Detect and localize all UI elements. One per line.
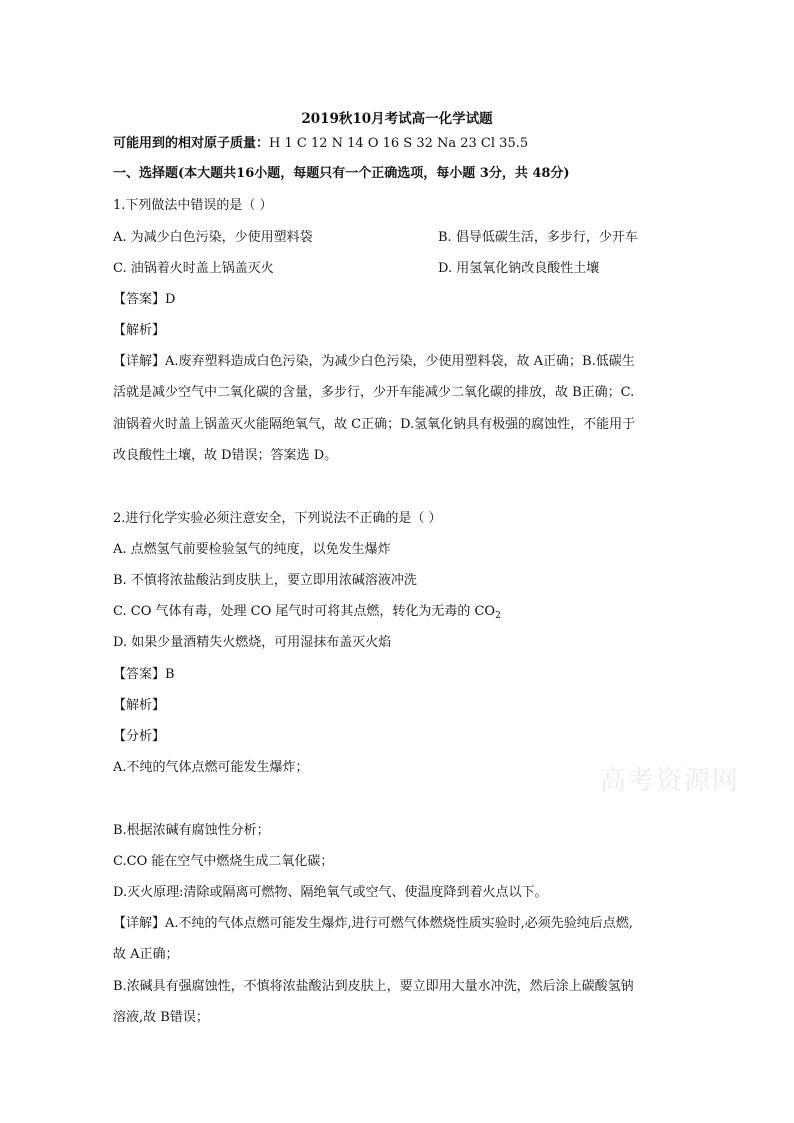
q2-analysis-b: B.根据浓碱有腐蚀性分析； (113, 823, 270, 838)
q1-option-c: C. 油锅着火时盖上锅盖灭火 (113, 261, 274, 276)
document-title: 2019秋10月考试高一化学试题 (301, 111, 493, 127)
atomic-mass-line (113, 135, 528, 153)
q1-stem: 1.下列做法中错误的是（ ） (113, 198, 273, 213)
q2-detail-line-3: B.浓碱具有强腐蚀性，不慎将浓盐酸沾到皮肤上，要立即用大量水冲洗，然后涂上碳酸氢钠 (113, 979, 634, 994)
atomic-mass-label: 可能用到的相对原子质量： (113, 136, 270, 151)
q2-option-c-subscript: 2 (495, 611, 501, 621)
q1-detail-line-3: 油锅着火时盖上锅盖灭火能隔绝氧气，故 C正确；D.氢氧化钠具有极强的腐蚀性，不能用于 (113, 417, 636, 432)
q2-stem: 2.进行化学实验必须注意安全，下列说法不正确的是（ ） (113, 511, 442, 526)
q1-option-a: A. 为减少白色污染，少使用塑料袋 (113, 230, 313, 245)
q2-fenxi-label: 【分析】 (113, 729, 166, 744)
q2-option-c-text: C. CO 气体有毒，处理 CO 尾气时可将其点燃，转化为无毒的 CO (113, 604, 496, 619)
q1-detail-line-1: 【详解】A.废弃塑料造成白色污染，为减少白色污染，少使用塑料袋，故 A正确；B.低碳生 (113, 354, 635, 369)
q1-answer: 【答案】D (113, 292, 176, 307)
q2-analysis-a: A.不纯的气体点燃可能发生爆炸； (113, 760, 309, 775)
q2-analysis-label: 【解析】 (113, 698, 166, 713)
q2-option-c (113, 603, 501, 625)
q2-detail-line-4: 溶液,故 B错误； (113, 1010, 209, 1025)
q1-option-d: D. 用氢氧化钠改良酸性土壤 (438, 261, 600, 276)
q2-detail-line-1: 【详解】A.不纯的气体点燃可能发生爆炸,进行可燃气体燃烧性质实验时,必须先验纯后点燃, (113, 916, 633, 931)
q1-analysis-label: 【解析】 (113, 323, 166, 338)
q2-option-a: A. 点燃氢气前要检验氢气的纯度，以免发生爆炸 (113, 542, 391, 557)
q2-option-b: B. 不慎将浓盐酸沾到皮肤上，要立即用浓碱溶液冲洗 (113, 573, 417, 588)
q2-option-d: D. 如果少量酒精失火燃烧，可用湿抹布盖灭火焰 (113, 635, 392, 650)
q2-answer: 【答案】B (113, 667, 175, 682)
q1-option-b: B. 倡导低碳生活，多步行，少开车 (438, 230, 638, 245)
q1-detail-line-4: 改良酸性土壤，故 D错误；答案选 D。 (113, 448, 338, 463)
section-heading: 一、选择题(本大题共16小题，每题只有一个正确选项，每小题 3分，共 48分) (113, 166, 570, 181)
watermark: 高考资源网 (600, 766, 741, 796)
q2-detail-line-2: 故 A正确； (113, 947, 179, 962)
q2-analysis-d: D.灭火原理:清除或隔离可燃物、隔绝氧气或空气、使温度降到着火点以下。 (113, 885, 548, 900)
q1-detail-line-2: 活就是减少空气中二氧化碳的含量，多步行，少开车能减少二氧化碳的排放，故 B正确；C. (113, 385, 635, 400)
atomic-mass-values: H 1 C 12 N 14 O 16 S 32 Na 23 Cl 35.5 (269, 136, 529, 151)
q2-analysis-c: C.CO 能在空气中燃烧生成二氧化碳； (113, 854, 334, 869)
